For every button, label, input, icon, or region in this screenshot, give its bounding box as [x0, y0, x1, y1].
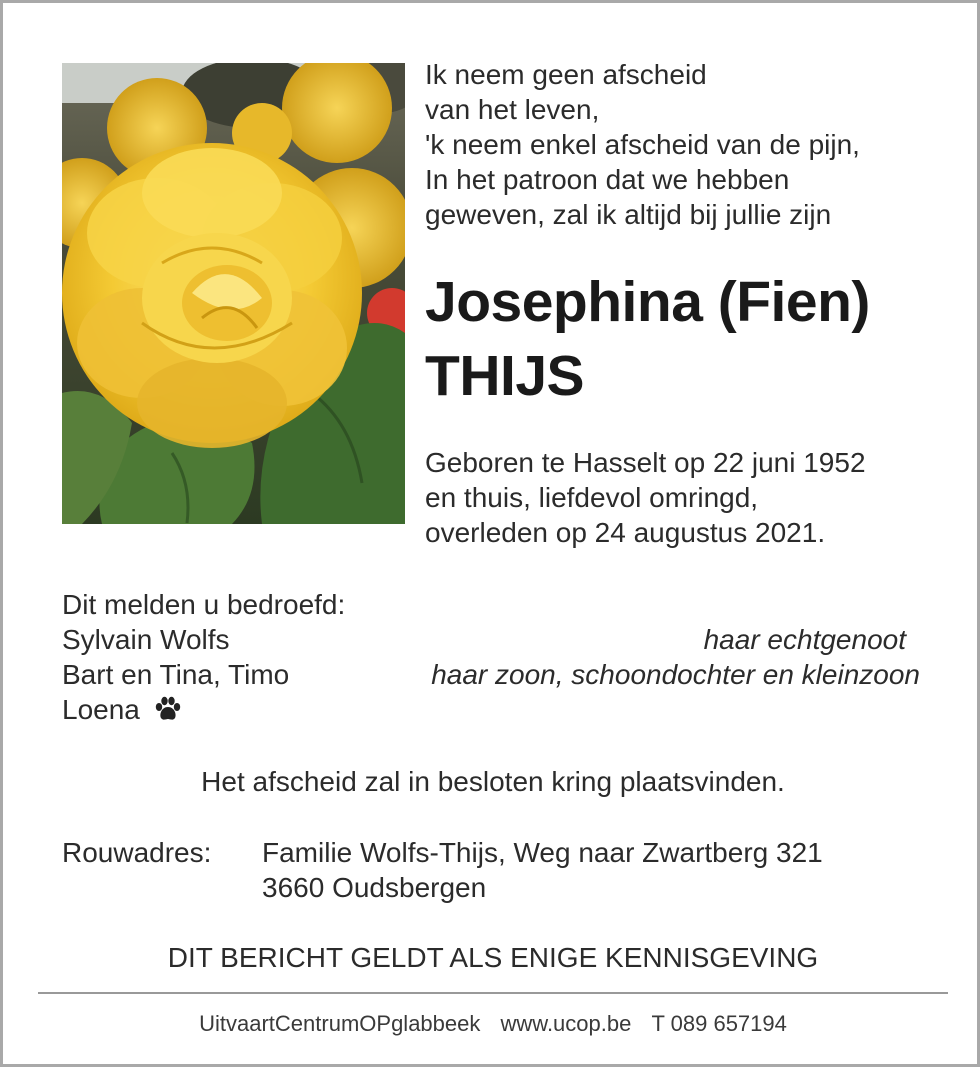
mourner-name: Loena — [62, 694, 140, 725]
footer-phone: T 089 657194 — [651, 1011, 787, 1036]
mourner-row — [62, 622, 920, 657]
born-line: en thuis, liefdevol omringd, — [425, 482, 759, 513]
mourner-relation: haar echtgenoot — [703, 624, 906, 655]
farewell-note: Het afscheid zal in besloten kring plaatsvinden. — [201, 766, 785, 797]
yellow-begonia-image — [62, 63, 405, 524]
footer-company: UitvaartCentrumOPglabbeek — [199, 1011, 481, 1036]
deceased-name — [425, 265, 870, 413]
mourner-row — [62, 692, 920, 727]
address-line: Familie Wolfs-Thijs, Weg naar Zwartberg 321 — [262, 837, 823, 868]
divider — [38, 992, 948, 994]
deceased-last-name: THIJS — [425, 344, 585, 408]
poem — [425, 57, 860, 232]
footer-website[interactable]: www.ucop.be — [500, 1011, 632, 1036]
flower-photo — [62, 63, 405, 524]
deceased-first-name: Josephina (Fien) — [425, 270, 870, 334]
official-notice: DIT BERICHT GELDT ALS ENIGE KENNISGEVING — [167, 942, 819, 973]
paw-icon — [154, 695, 182, 730]
born-line: overleden op 24 augustus 2021. — [425, 517, 826, 548]
mourners-intro: Dit melden u bedroefd: — [62, 589, 346, 620]
born-line: Geboren te Hasselt op 22 juni 1952 — [425, 447, 866, 478]
mourners-list — [62, 587, 920, 727]
address-label: Rouwadres: — [62, 837, 212, 868]
mourner-relation: haar zoon, schoondochter en kleinzoon — [431, 659, 920, 690]
mourner-row — [62, 657, 920, 692]
mourner-name: Bart en Tina, Timo — [62, 659, 290, 690]
mourner-name: Sylvain Wolfs — [62, 624, 230, 655]
poem-line: In het patroon dat we hebben — [425, 164, 790, 195]
poem-line: Ik neem geen afscheid — [425, 59, 707, 90]
poem-line: geweven, zal ik altijd bij jullie zijn — [425, 199, 832, 230]
poem-line: van het leven, — [425, 94, 600, 125]
birth-death-info — [425, 445, 866, 550]
address-line: 3660 Oudsbergen — [262, 872, 487, 903]
poem-line: 'k neem enkel afscheid van de pijn, — [425, 129, 860, 160]
footer — [3, 1010, 980, 1038]
